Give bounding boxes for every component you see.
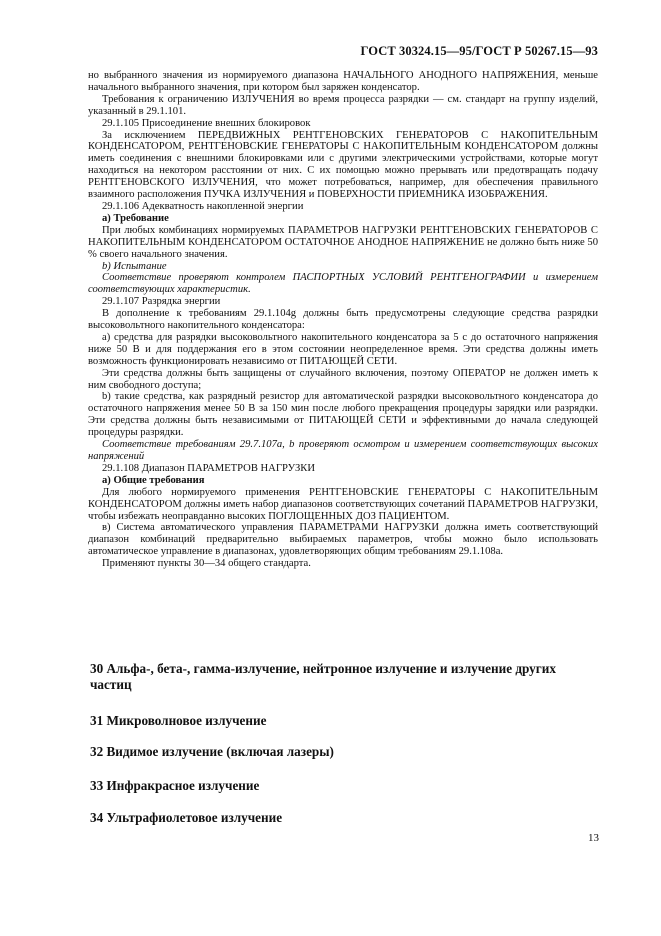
- list-item: b) такие средства, как разрядный резистор для автоматической разрядки высоковольтного конденсатора до остаточного напряжения менее 50 В за 150 мин после любого прекращения процедуры зарядки или разрядки. Эти средства должны быть независимыми от ПИТАЮЩЕЙ СЕТИ и эффективными до начала следующей процедуры разрядки.: [88, 391, 598, 439]
- section-heading-33: 33 Инфракрасное излучение: [90, 778, 260, 793]
- paragraph: Требования к ограничению ИЗЛУЧЕНИЯ во время процесса разрядки — см. стандарт на группу изделий, указанный в 29.1.101.: [88, 93, 598, 117]
- paragraph: В дополнение к требованиям 29.1.104g должны быть предусмотрены следующие средства разрядки высоковольтного накопительного конденсатора:: [88, 308, 598, 332]
- list-item: а) средства для разрядки высоковольтного накопительного конденсатора за 5 с до остаточного напряжения ниже 50 В и для поддержания его в этом состоянии неопределенное время. Эти средства должны иметь возможность функционировать независимо от ПИТАЮЩЕЙ СЕТИ.: [88, 331, 598, 367]
- section-heading-30: 30 Альфа-, бета-, гамма-излучение, нейтронное излучение и излучение других частиц: [90, 661, 556, 692]
- clause-heading: 29.1.106 Адекватность накопленной энергии: [102, 200, 304, 212]
- compliance-note: Соответствие проверяют контролем ПАСПОРТНЫХ УСЛОВИЙ РЕНТГЕНОГРАФИИ и измерением соответствующих характеристик.: [88, 272, 598, 296]
- clause-heading: 29.1.107 Разрядка энергии: [102, 296, 221, 308]
- subclause-heading: а) Общие требования: [102, 474, 205, 486]
- list-item: в) Система автоматического управления ПАРАМЕТРАМИ НАГРУЗКИ должна иметь соответствующий диапазон комбинаций предварительно выбираемых параметров, чтобы можно было использовать автоматическое управление в диапазонах, удовлетворяющих общим требованиям 29.1.108a.: [88, 522, 598, 558]
- paragraph: Применяют пункты 30—34 общего стандарта.: [102, 558, 311, 570]
- paragraph: При любых комбинациях нормируемых ПАРАМЕТРОВ НАГРУЗКИ РЕНТГЕНОВСКИХ ГЕНЕРАТОРОВ С НАКОПИТЕЛЬНЫМ КОНДЕНСАТОРОМ ОСТАТОЧНОЕ АНОДНОЕ НАПРЯЖЕНИЕ не должно быть ниже 50 % своего начального значения.: [88, 224, 598, 260]
- running-header: ГОСТ 30324.15—95/ГОСТ Р 50267.15—93: [360, 44, 598, 58]
- clause-heading: 29.1.108 Диапазон ПАРАМЕТРОВ НАГРУЗКИ: [102, 462, 315, 474]
- subclause-heading: b) Испытание: [102, 260, 167, 272]
- paragraph: За исключением ПЕРЕДВИЖНЫХ РЕНТГЕНОВСКИХ ГЕНЕРАТОРОВ С НАКОПИТЕЛЬНЫМ КОНДЕНСАТОРОМ, РЕНТГЕНОВСКИЕ ГЕНЕРАТОРЫ С НАКОПИТЕЛЬНЫМ КОНДЕНСАТОРОМ должны иметь соединения с внешними блокировками или с другими электрическими устройствами, которые могут находиться на некотором расстоянии от них. С их помощью можно прерывать или предотвращать подачу РЕНТГЕНОВСКОГО ИЗЛУЧЕНИЯ, что может потребоваться, например, для обеспечения правильного взаимного расположения ПУЧКА ИЗЛУЧЕНИЯ и ПОВЕРХНОСТИ ПРИЕМНИКА ИЗОБРАЖЕНИЯ.: [88, 129, 598, 201]
- section-heading-31: 31 Микроволновое излучение: [90, 713, 267, 728]
- section-heading-32: 32 Видимое излучение (включая лазеры): [90, 744, 334, 759]
- subclause-heading: а) Требование: [102, 212, 169, 224]
- body-text: [88, 70, 598, 570]
- section-heading-34: 34 Ультрафиолетовое излучение: [90, 810, 283, 825]
- paragraph: но выбранного значения из нормируемого диапазона НАЧАЛЬНОГО АНОДНОГО НАПРЯЖЕНИЯ, меньше начального выбранного значения, при котором был заряжен конденсатор.: [88, 70, 598, 93]
- page-number: 13: [588, 832, 599, 844]
- paragraph: Эти средства должны быть защищены от случайного включения, поэтому ОПЕРАТОР не должен иметь к ним свободного доступа;: [88, 367, 598, 391]
- paragraph: Для любого нормируемого применения РЕНТГЕНОВСКИЕ ГЕНЕРАТОРЫ С НАКОПИТЕЛЬНЫМ КОНДЕНСАТОРОМ должны иметь набор диапазонов соответствующих сочетаний ПАРАМЕТРОВ НАГРУЗКИ, чтобы избежать неоправданно высоких ПОГЛОЩЕННЫХ ДОЗ ПАЦИЕНТОМ.: [88, 486, 598, 522]
- clause-heading: 29.1.105 Присоединение внешних блокировок: [102, 117, 311, 129]
- compliance-note: Соответствие требованиям 29.7.107a, b проверяют осмотром и измерением соответствующих высоких напряжений: [88, 439, 598, 462]
